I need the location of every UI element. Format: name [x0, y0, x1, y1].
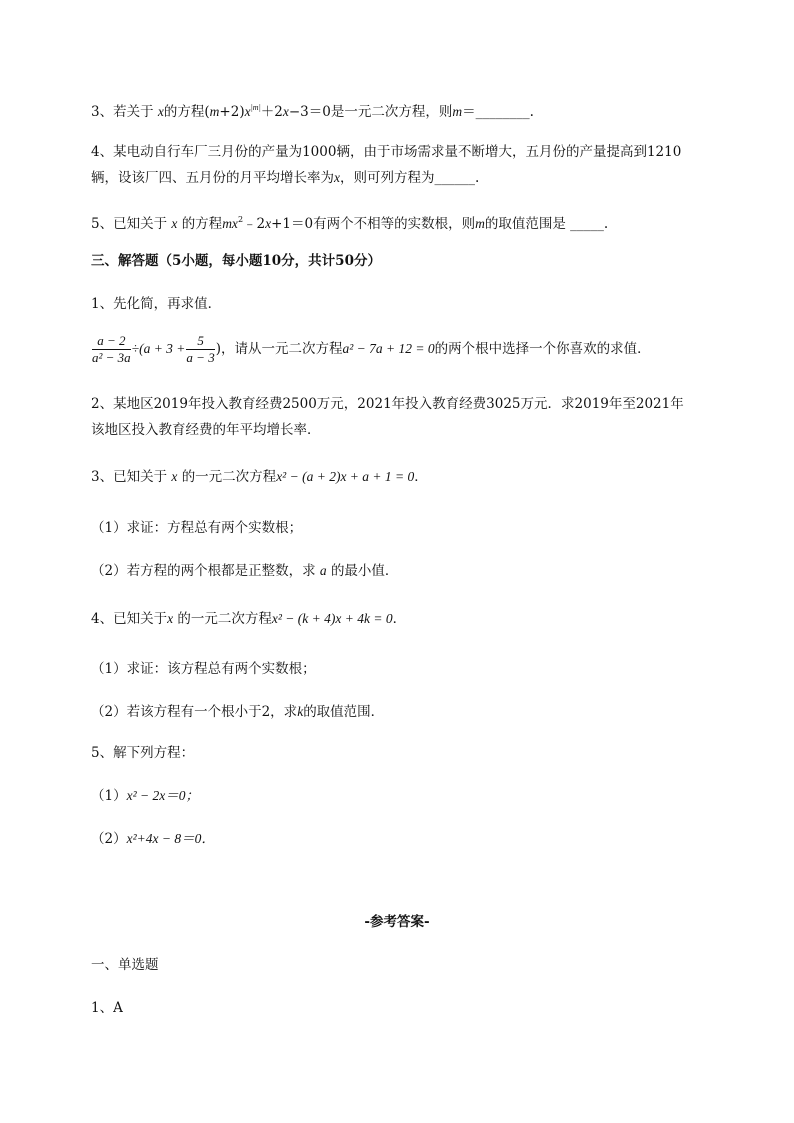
- solve-question-4-part-2: （2）若该方程有一个根小于2，求k的取值范围．: [91, 704, 385, 720]
- solve-question-2-line1: 2、某地区2019年投入教育经费2500万元，2021年投入教育经费3025万元．求2019年至2021年: [91, 396, 684, 412]
- fraction-2: $\frac{5}{a - 3}$: [186, 333, 215, 365]
- fraction-1: $\frac{a - 2}{\text{a² − 3a}}$: [92, 333, 131, 365]
- solve-question-5-title: 5、解下列方程：: [91, 745, 195, 761]
- section-3-title: 三、解答题（5小题，每小题10分，共计50分）: [91, 253, 381, 269]
- fill-question-5: 5、已知关于 x 的方程$mx^2﹣2x+1=0$有两个不相等的实数根，则m的取值范围是 _____.: [91, 215, 609, 232]
- solve-question-4-part-1: （1）求证：该方程总有两个实数根；: [91, 661, 316, 677]
- solve-question-1-expression: $\frac{a - 2}{\text{a² − 3a}}$ ÷(a + 3 + $\frac{5}{a - 3}$ )，请从一元二次方程a² − 7a + 12 = 0的两个根中选择一个你喜欢的求值．: [92, 333, 651, 365]
- fill-question-4-line2: 辆，设该厂四、五月份的月平均增长率为x，则可列方程为______.: [91, 170, 480, 186]
- fill-question-4-line1: 4、某电动自行车厂三月份的产量为1000辆，由于市场需求量不断增大，五月份的产量提高到1210: [91, 144, 682, 160]
- solve-question-3-part-1: （1）求证：方程总有两个实数根；: [91, 520, 303, 536]
- answer-1: 1、A: [91, 1000, 123, 1016]
- solve-question-1-title: 1、先化简，再求值．: [91, 296, 222, 312]
- fill-question-3: 3、若关于 x的方程$(m+2)x^{|m|}+2x-3=0$是一元二次方程，则m＝________.: [91, 103, 534, 120]
- solve-question-3: 3、已知关于 x 的一元二次方程x² − (a + 2)x + a + 1 = 0．: [91, 469, 428, 485]
- answers-title: -参考答案-: [364, 914, 430, 930]
- solve-question-2-line2: 该地区投入教育经费的年平均增长率．: [91, 422, 321, 438]
- answers-section-1: 一、单选题: [91, 957, 159, 973]
- solve-question-5-part-1: （1）x² − 2x＝0；: [91, 788, 199, 804]
- solve-question-3-part-2: （2）若方程的两个根都是正整数，求 a 的最小值．: [91, 563, 399, 579]
- solve-question-4: 4、已知关于x 的一元二次方程x² − (k + 4)x + 4k = 0．: [91, 611, 407, 627]
- solve-question-5-part-2: （2）x²+4x − 8＝0．: [91, 831, 215, 847]
